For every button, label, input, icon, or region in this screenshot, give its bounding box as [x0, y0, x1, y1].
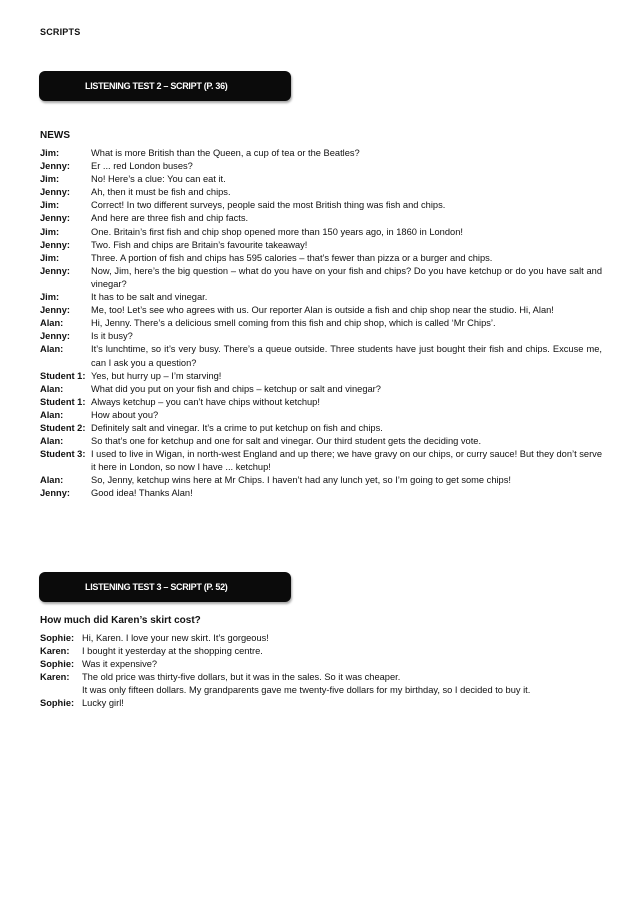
- section-title-news: NEWS: [40, 130, 70, 141]
- dialogue-text: Always ketchup – you can’t have chips without ketchup!: [91, 396, 320, 407]
- dialogue-text: I bought it yesterday at the shopping centre.: [82, 646, 263, 657]
- dialogue-text: I used to live in Wigan, in north-west England and up there; we have gravy on our chips, or curry sauce! But they don’t serve it here in London, so now I have ... ketchup!: [91, 449, 602, 473]
- speaker-name: Student 1:: [40, 370, 86, 381]
- speaker-name: Alan:: [40, 475, 64, 486]
- speaker-name: Alan:: [40, 318, 64, 329]
- section-banner-test-2: LISTENING TEST 2 – SCRIPT (P. 36): [39, 71, 291, 101]
- dialogue-text: Two. Fish and chips are Britain’s favourite takeaway!: [91, 239, 308, 250]
- dialogue-line: [40, 291, 602, 304]
- speaker-name: Jenny:: [40, 187, 70, 198]
- speaker-name: Jim:: [40, 174, 60, 185]
- speaker-name: Student 2:: [40, 422, 86, 433]
- section-banner-test-3: LISTENING TEST 3 – SCRIPT (P. 52): [39, 572, 291, 602]
- dialogue-text: One. Britain’s first fish and chip shop opened more than 150 years ago, in 1860 in London!: [91, 226, 463, 237]
- dialogue-line: [40, 383, 602, 396]
- speaker-name: Jim:: [40, 200, 60, 211]
- dialogue-line: [40, 226, 602, 239]
- speaker-name: Sophie:: [40, 633, 75, 643]
- dialogue-text: Ah, then it must be fish and chips.: [91, 187, 231, 198]
- dialogue-line: [40, 474, 602, 487]
- dialogue-text: And here are three fish and chip facts.: [91, 213, 249, 224]
- speaker-name: Alan:: [40, 436, 64, 447]
- dialogue-line: [40, 252, 602, 265]
- dialogue-text: Three. A portion of fish and chips has 595 calories – that’s fewer than pizza or a burger and chips.: [91, 252, 493, 263]
- dialogue-text: Er ... red London buses?: [91, 161, 193, 172]
- dialogue-line: [40, 487, 602, 500]
- dialogue-line: [40, 343, 602, 369]
- dialogue-text: So, Jenny, ketchup wins here at Mr Chips. I haven’t had any lunch yet, so I’m going to get some chips!: [91, 475, 511, 486]
- dialogue-line: [40, 697, 602, 710]
- section-title-skirt-cost: How much did Karen’s skirt cost?: [40, 615, 201, 626]
- dialogue-text: What is more British than the Queen, a cup of tea or the Beatles?: [91, 148, 360, 158]
- speaker-name: Sophie:: [40, 698, 75, 709]
- dialogue-line: [40, 448, 602, 474]
- dialogue-line: [40, 435, 602, 448]
- dialogue-line: [40, 684, 602, 697]
- speaker-name: Jenny:: [40, 161, 70, 172]
- dialogue-line: [40, 632, 602, 645]
- speaker-name: Jenny:: [40, 331, 70, 342]
- dialogue-text: Good idea! Thanks Alan!: [91, 488, 193, 499]
- dialogue-text: Definitely salt and vinegar. It’s a crime to put ketchup on fish and chips.: [91, 422, 383, 433]
- dialogue-line: [40, 239, 602, 252]
- dialogue-line: [40, 658, 602, 671]
- dialogue-text: Is it busy?: [91, 331, 133, 342]
- speaker-name: Jenny:: [40, 488, 70, 499]
- dialogue-text: So that’s one for ketchup and one for salt and vinegar. Our third student gets the deciding vote.: [91, 436, 482, 447]
- speaker-name: Alan:: [40, 383, 64, 394]
- dialogue-text: Hi, Karen. I love your new skirt. It’s gorgeous!: [82, 633, 269, 643]
- dialogue-line: [40, 317, 602, 330]
- speaker-name: Karen:: [40, 672, 70, 683]
- dialogue-text: Me, too! Let’s see who agrees with us. Our reporter Alan is outside a fish and chip shop near the studio. Hi, Alan!: [91, 305, 554, 316]
- speaker-name: Jim:: [40, 226, 60, 237]
- dialogue-text: It was only fifteen dollars. My grandparents gave me twenty-five dollars for my birthday, so I decided to buy it.: [82, 685, 531, 696]
- dialogue-text: Hi, Jenny. There’s a delicious smell coming from this fish and chip shop, which is called ‘Mr Chips’.: [91, 318, 496, 329]
- dialogue-text: The old price was thirty-five dollars, but it was in the sales. So it was cheaper.: [82, 672, 401, 683]
- dialogue-line: [40, 212, 602, 225]
- dialogue-text: Was it expensive?: [82, 659, 158, 670]
- dialogue-text: It has to be salt and vinegar.: [91, 292, 208, 303]
- speaker-name: Karen:: [40, 646, 70, 657]
- dialogue-text: Now, Jim, here’s the big question – what do you have on your fish and chips? Do you have ketchup or do you have salt and vinegar?: [91, 265, 602, 289]
- dialogue-line: [40, 409, 602, 422]
- dialogue-text: No! Here’s a clue: You can eat it.: [91, 174, 226, 185]
- speaker-name: Student 1:: [40, 396, 86, 407]
- speaker-name: Jenny:: [40, 239, 70, 250]
- dialogue-text: Lucky girl!: [82, 698, 124, 709]
- page-header-label: SCRIPTS: [40, 27, 81, 37]
- dialogue-line: [40, 422, 602, 435]
- dialogue-text: Yes, but hurry up – I’m starving!: [91, 370, 222, 381]
- speaker-name: Sophie:: [40, 659, 75, 670]
- dialogue-text: How about you?: [91, 409, 159, 420]
- dialogue-line: [40, 265, 602, 291]
- speaker-name: Jenny:: [40, 305, 70, 316]
- speaker-name: Jim:: [40, 292, 60, 303]
- dialogue-line: [40, 396, 602, 409]
- dialogue-test-2: [40, 147, 602, 501]
- dialogue-line: [40, 370, 602, 383]
- dialogue-line: [40, 645, 602, 658]
- dialogue-line: [40, 160, 602, 173]
- dialogue-line: [40, 330, 602, 343]
- speaker-name: Student 3:: [40, 449, 86, 460]
- dialogue-line: [40, 304, 602, 317]
- dialogue-text: It’s lunchtime, so it’s very busy. There’s a queue outside. Three students have just bought their fish and chips. Excuse me, can I ask you a question?: [91, 344, 602, 368]
- speaker-name: Jim:: [40, 148, 60, 158]
- dialogue-line: [40, 173, 602, 186]
- dialogue-text: What did you put on your fish and chips – ketchup or salt and vinegar?: [91, 383, 381, 394]
- speaker-name: Jenny:: [40, 265, 70, 276]
- speaker-name: Jenny:: [40, 213, 70, 224]
- dialogue-test-3: [40, 632, 602, 711]
- speaker-name: Alan:: [40, 409, 64, 420]
- dialogue-line: [40, 671, 602, 684]
- speaker-name: Jim:: [40, 252, 60, 263]
- dialogue-line: [40, 147, 602, 160]
- speaker-name: Alan:: [40, 344, 64, 355]
- dialogue-line: [40, 199, 602, 212]
- dialogue-line: [40, 186, 602, 199]
- dialogue-text: Correct! In two different surveys, people said the most British thing was fish and chips.: [91, 200, 446, 211]
